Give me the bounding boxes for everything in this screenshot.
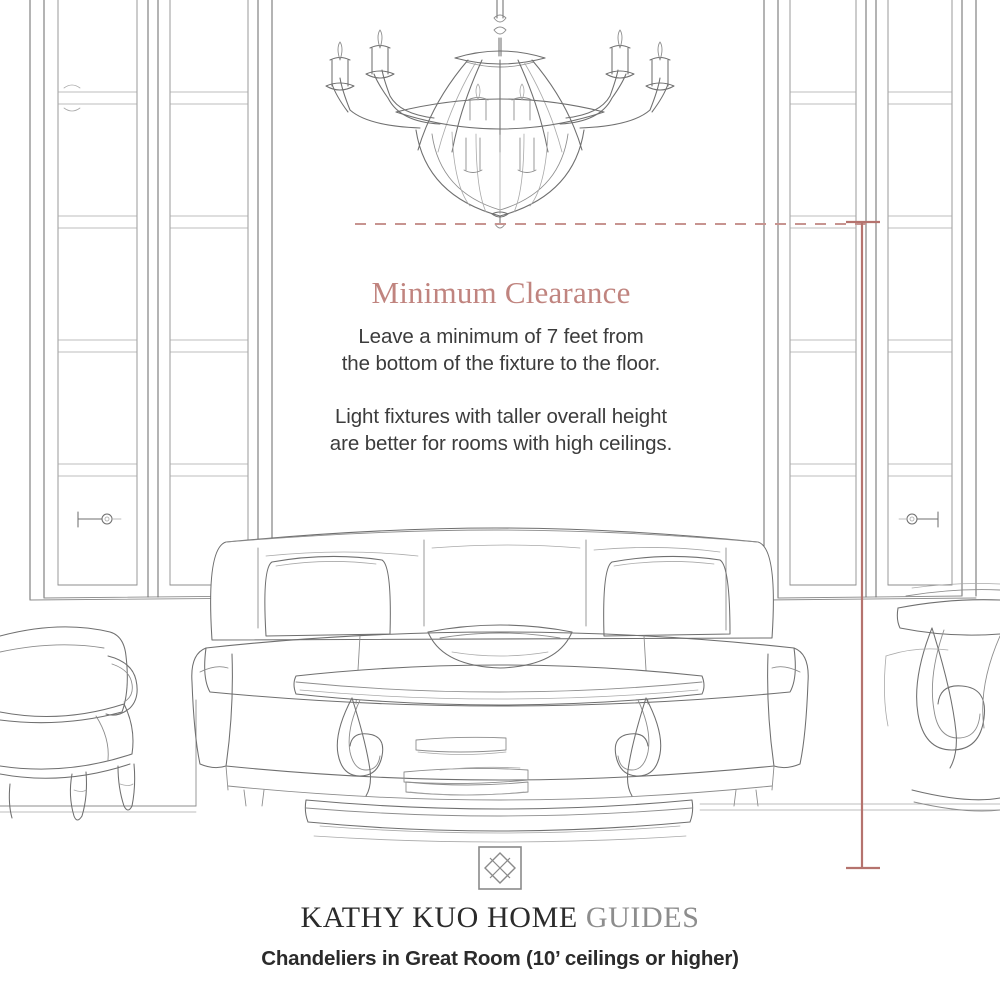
footer bbox=[0, 845, 1000, 971]
left-window-group bbox=[30, 0, 272, 600]
annotation-paragraph-1 bbox=[255, 323, 747, 377]
annotation-paragraph-2 bbox=[255, 403, 747, 457]
brand-secondary: GUIDES bbox=[585, 901, 700, 934]
coffee-table bbox=[294, 625, 704, 842]
guide-caption: Chandeliers in Great Room (10’ ceilings or higher) bbox=[261, 947, 739, 970]
annotation-paragraph-1-line-1: Leave a minimum of 7 feet from bbox=[358, 325, 644, 348]
chandelier bbox=[326, 0, 674, 228]
right-console-table bbox=[884, 584, 1000, 812]
kathy-kuo-home-diamond-monogram-icon bbox=[477, 845, 523, 891]
brand-primary: KATHY KUO HOME bbox=[300, 901, 578, 934]
annotation-text-block bbox=[255, 275, 747, 457]
right-door-handle bbox=[899, 512, 938, 527]
floor-line bbox=[0, 700, 1000, 812]
annotation-paragraph-2-line-2: are better for rooms with high ceilings. bbox=[329, 432, 673, 455]
left-armchair bbox=[0, 627, 137, 820]
annotation-paragraph-2-line-1: Light fixtures with taller overall height bbox=[334, 405, 668, 428]
annotation-paragraph-1-line-2: the bottom of the fixture to the floor. bbox=[341, 352, 661, 375]
left-door-handle bbox=[78, 512, 121, 527]
right-window-group bbox=[764, 0, 976, 600]
brand-wordmark bbox=[0, 901, 1000, 935]
annotation-headline: Minimum Clearance bbox=[371, 275, 631, 310]
